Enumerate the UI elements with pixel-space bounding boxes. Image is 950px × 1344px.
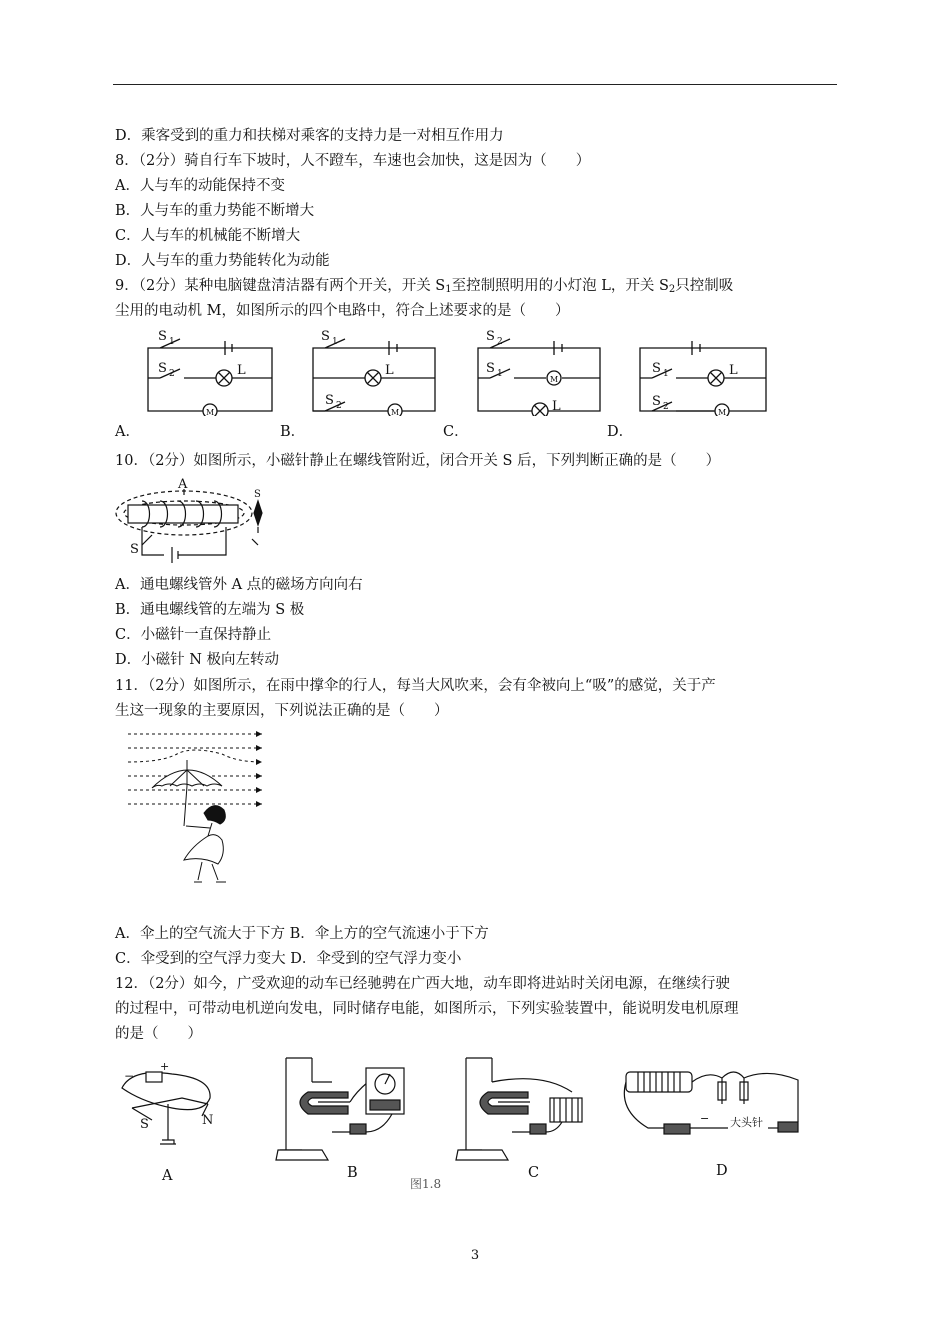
q12a-s: S [140,1117,149,1132]
header-rule [113,84,837,85]
q9a-lamp: L [237,363,246,378]
q12d-pins: 大头针 [730,1116,763,1129]
q8-stem: 8．（2分）骑自行车下坡时，人不蹬车，车速也会加快，这是因为（ ） [115,153,591,169]
q9-circuit-a [140,326,280,416]
q10-switch-s: S [130,542,139,557]
q9d-lamp: L [729,363,738,378]
page-number: 3 [470,1248,480,1263]
q9a-s2-sub: 2 [169,369,175,379]
q12-figure-d [618,1060,813,1150]
q8-option-c: C．人与车的机械能不断增大 [115,228,301,244]
q12a-plus: + [160,1060,170,1073]
q9c-s1-sub: 1 [497,369,503,379]
q9b-motor: M [391,408,400,416]
q12-stem-line1: 12．（2分）如今，广受欢迎的动车已经驰骋在广西大地，动车即将进站时关闭电源，在继续行驶 [115,976,730,992]
q9-circuit-b [305,326,445,416]
q9a-s2: S [158,361,167,376]
q9b-s2-sub: 2 [336,401,342,411]
q9a-s1: S [158,329,167,344]
q11-stem-line1: 11．（2分）如图所示，在雨中撑伞的行人，每当大风吹来，会有伞被向上“吸”的感觉，关于产 [115,678,716,694]
q10-option-d: D．小磁针 N 极向左转动 [115,652,280,668]
q10-option-c: C．小磁针一直保持静止 [115,627,272,643]
q8-option-d: D．人与车的重力势能转化为动能 [115,253,330,269]
q9-label-b: B． [280,424,306,440]
q9-stem-line2: 尘用的电动机 M，如图所示的四个电路中，符合上述要求的是（ ） [115,303,570,319]
q9-label-c: C． [443,424,469,440]
q11-umbrella-figure [122,728,272,893]
q12-label-b: B [347,1165,358,1181]
q9c-lamp: L [552,399,561,414]
q9-stem-line1: 9．（2分）某种电脑键盘清洁器有两个开关，开关 $S_1$至控制照明用的小灯泡 L，开关 $S_2$只控制吸 [115,278,734,295]
q7-option-d: D．乘客受到的重力和扶梯对乘客的支持力是一对相互作用力 [115,128,504,144]
q10-point-a: A [178,477,188,492]
q10-option-a: A．通电螺线管外 A 点的磁场方向向右 [115,577,363,593]
q10-solenoid-figure [112,475,272,570]
q9a-s1-sub: 1 [169,337,175,347]
q12a-minus: − [124,1069,135,1083]
q10-option-b: B．通电螺线管的左端为 S 极 [115,602,305,618]
q9-label-a: A． [115,424,140,440]
q9a-motor: M [206,408,215,416]
q11-options-line1: A．伞上的空气流大于下方 B．伞上方的空气流速小于下方 [115,926,489,942]
q9c-s2: S [486,329,495,344]
q9b-s1: S [321,329,330,344]
q12a-n: N [202,1113,214,1128]
q12-figure-caption: 图1.8 [410,1177,442,1191]
q12-figure-b [272,1052,412,1167]
q10-needle-s: S [254,489,261,500]
q11-stem-line2: 生这一现象的主要原因，下列说法正确的是（ ） [115,703,449,719]
q12d-minus: − [700,1112,710,1125]
q9c-s2-sub: 2 [497,337,503,347]
q9d-s1-sub: 1 [663,369,669,379]
q8-option-a: A．人与车的动能保持不变 [115,178,285,194]
q12-figure-c [452,1052,602,1167]
q9b-lamp: L [385,363,394,378]
q12-label-d: D [716,1163,728,1179]
q9d-motor: M [718,408,727,416]
q11-options-line2: C．伞受到的空气浮力变大 D．伞受到的空气浮力变小 [115,951,462,967]
q12-label-c: C [528,1165,540,1181]
q9-label-d: D． [607,424,634,440]
q9c-motor: M [550,375,559,384]
q9-circuit-d [632,326,772,416]
q12-stem-line2: 的过程中，可带动电机逆向发电，同时储存电能，如图所示，下列实验装置中，能说明发电机原理 [115,1001,739,1017]
q9d-s2-sub: 2 [663,402,669,412]
q12-label-a: A [162,1168,173,1184]
q9-circuit-c [470,326,610,416]
q10-stem: 10．（2分）如图所示，小磁针静止在螺线管附近，闭合开关 S 后，下列判断正确的是（ ） [115,453,721,469]
q8-option-b: B．人与车的重力势能不断增大 [115,203,315,219]
q9b-s1-sub: 1 [332,337,338,347]
q9d-s1: S [652,361,661,376]
q9b-s2: S [325,393,334,408]
q9d-s2: S [652,394,661,409]
q9c-s1: S [486,361,495,376]
q12-stem-line3: 的是（ ） [115,1026,202,1042]
